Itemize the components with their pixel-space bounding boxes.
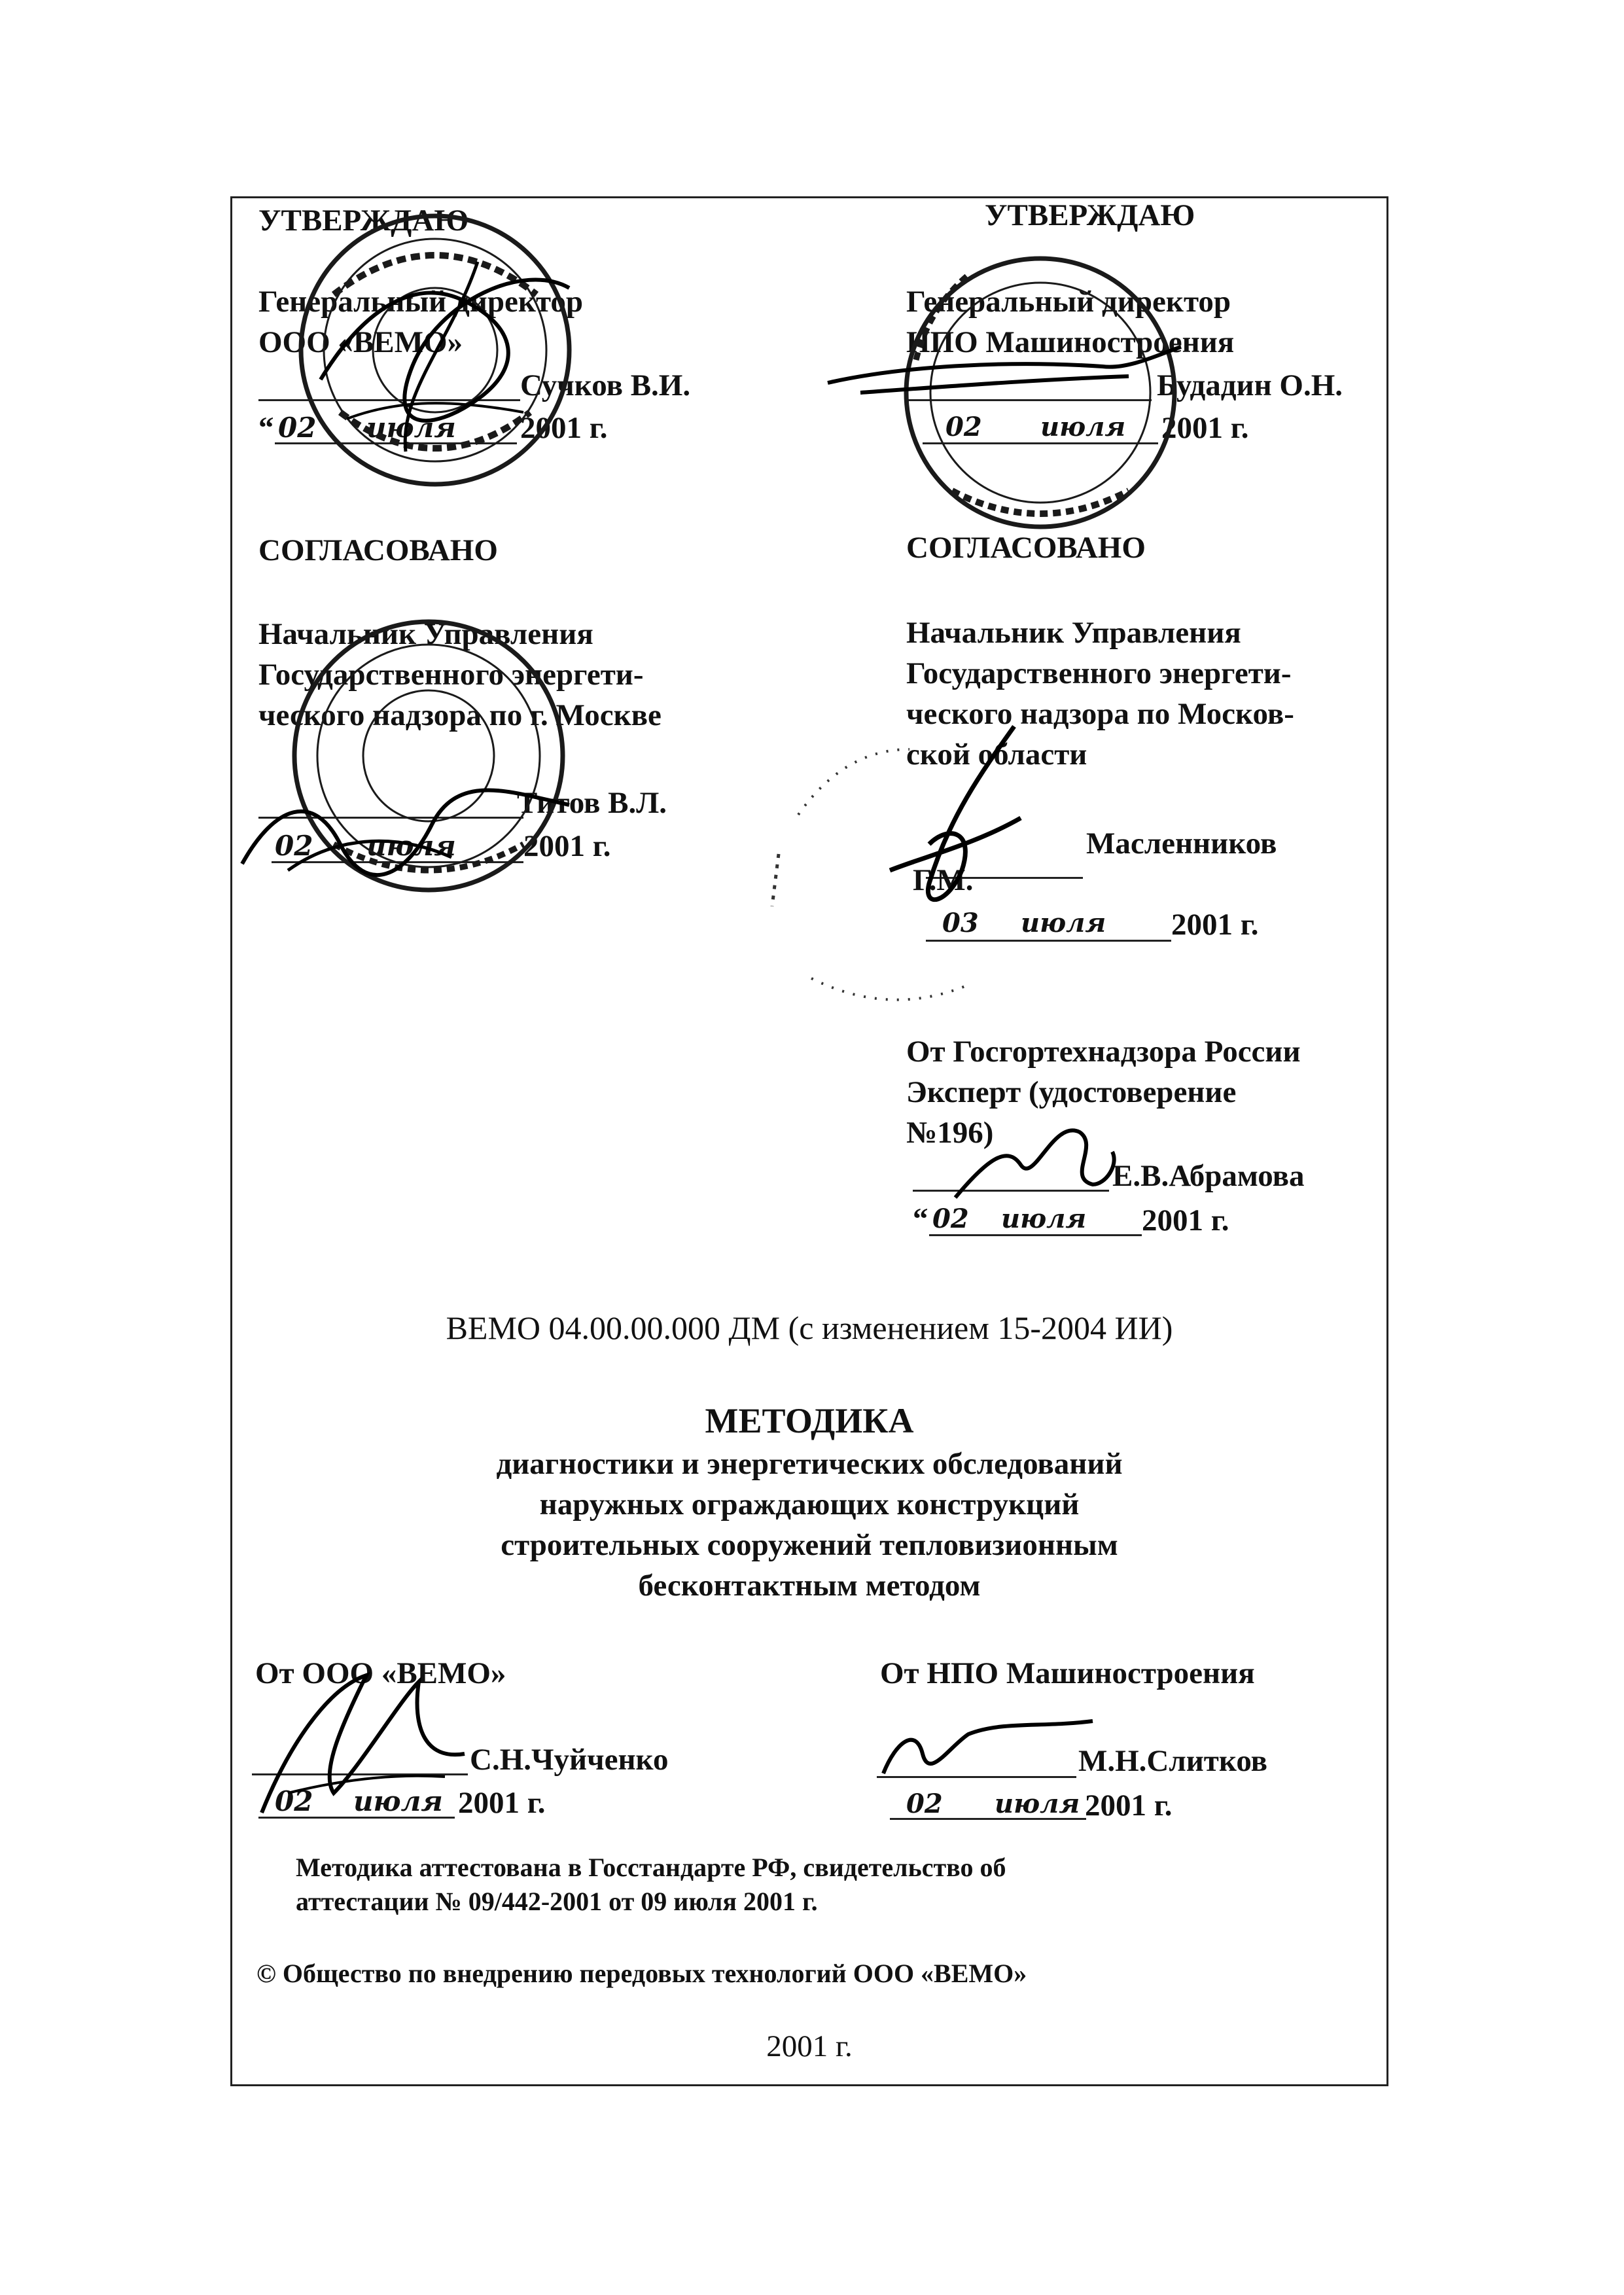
developer-left-date-day: 02 (275, 1785, 313, 1817)
approve-left-name: Сучков В.И. (520, 368, 691, 402)
expert-name: Е.В.Абрамова (1112, 1159, 1305, 1193)
agree-right-initials: Г.М. (913, 863, 974, 897)
expert-date-month: июля (1001, 1203, 1087, 1234)
approve-left-date-day: 02 (278, 412, 317, 444)
expert-line-3: №196) (906, 1116, 994, 1150)
document-subtitle-4: бесконтактным методом (638, 1569, 981, 1603)
approve-left-role-1: Генеральный директор (258, 285, 584, 319)
signature-budadin-icon (821, 340, 1188, 419)
agree-right-role-3: ческого надзора по Москов- (906, 697, 1294, 731)
expert-date-day: 02 (932, 1203, 969, 1234)
signature-slitkov-icon (870, 1701, 1106, 1793)
signature-abramova-icon (949, 1106, 1125, 1211)
developer-right-date-day: 02 (906, 1788, 943, 1819)
agree-left-date-day: 02 (275, 830, 313, 862)
agree-left-name: Титов В.Л. (517, 786, 667, 820)
agree-left-date-month: июля (366, 830, 456, 862)
document-subtitle-3: строительных сооружений тепловизионным (501, 1528, 1118, 1562)
developer-right-date-line (890, 1818, 1086, 1820)
agree-left-date-year: 2001 г. (523, 829, 611, 863)
approve-right-heading: УТВЕРЖДАЮ (985, 198, 1195, 232)
signature-chuychenko-icon (249, 1662, 484, 1826)
agree-right-role-1: Начальник Управления (906, 616, 1241, 650)
developer-left-date-year: 2001 г. (458, 1786, 546, 1820)
expert-line-2: Эксперт (удостоверение (906, 1075, 1237, 1109)
signature-titov-icon (236, 766, 576, 890)
document-title: МЕТОДИКА (705, 1401, 914, 1440)
approve-left-date-quote: “ (258, 411, 274, 445)
approve-left-heading: УТВЕРЖДАЮ (258, 204, 469, 238)
approve-left-date-month: июля (366, 412, 456, 444)
document-subtitle-2: наружных ограждающих конструкций (539, 1487, 1080, 1521)
certification-line-2: аттестации № 09/442-2001 от 09 июля 2001 г. (296, 1887, 818, 1916)
document-subtitle-1: диагностики и энергетических обследований (496, 1447, 1123, 1481)
expert-line-1: От Госгортехнадзора России (906, 1035, 1301, 1069)
developer-right-date-month: июля (995, 1788, 1080, 1819)
approve-right-date-month: июля (1040, 412, 1126, 442)
agree-left-heading: СОГЛАСОВАНО (258, 533, 498, 567)
approve-right-date-year: 2001 г. (1161, 411, 1249, 445)
agree-right-heading: СОГЛАСОВАНО (906, 531, 1146, 565)
agree-left-role-3: ческого надзора по г. Москве (258, 698, 662, 732)
agree-right-name: Масленников (1086, 827, 1277, 861)
developer-right-date-year: 2001 г. (1085, 1788, 1173, 1823)
approve-left-role-2: ООО «ВЕМО» (258, 325, 463, 359)
agree-right-role-2: Государственного энергети- (906, 656, 1292, 690)
approve-left-date-year: 2001 г. (520, 411, 608, 445)
footer-year: 2001 г. (766, 2029, 853, 2063)
copyright-notice: © Общество по внедрению передовых технологий ООО «ВЕМО» (256, 1959, 1027, 1988)
agree-right-role-4: ской области (906, 738, 1087, 772)
developer-left-date-month: июля (353, 1785, 443, 1817)
signature-sukhov-icon (308, 236, 582, 484)
expert-date-line (929, 1234, 1142, 1236)
expert-date-year: 2001 г. (1142, 1203, 1229, 1237)
expert-date-quote: “ (913, 1202, 928, 1236)
approve-right-role-1: Генеральный директор (906, 285, 1231, 319)
approve-right-date-day: 02 (945, 412, 982, 442)
certification-line-1: Методика аттестована в Госстандарте РФ, свидетельство об (296, 1853, 1006, 1882)
agree-right-date-year: 2001 г. (1171, 908, 1259, 942)
agree-right-date-month: июля (1021, 908, 1106, 938)
developer-right-org: От НПО Машиностроения (880, 1656, 1255, 1690)
agree-left-role-1: Начальник Управления (258, 617, 593, 651)
approve-right-name: Будадин О.Н. (1157, 368, 1343, 402)
developer-left-org: От ООО «ВЕМО» (255, 1656, 506, 1690)
agree-right-date-day: 03 (942, 908, 979, 938)
approve-right-role-2: НПО Машиностроения (906, 325, 1235, 359)
document-number: ВЕМО 04.00.00.000 ДМ (с изменением 15-2004 ИИ) (446, 1309, 1173, 1346)
agree-left-role-2: Государственного энергети- (258, 658, 644, 692)
signature-maslennikov-icon (851, 713, 1067, 929)
developer-left-name: С.Н.Чуйченко (470, 1743, 669, 1777)
developer-right-name: М.Н.Слитков (1078, 1744, 1268, 1778)
